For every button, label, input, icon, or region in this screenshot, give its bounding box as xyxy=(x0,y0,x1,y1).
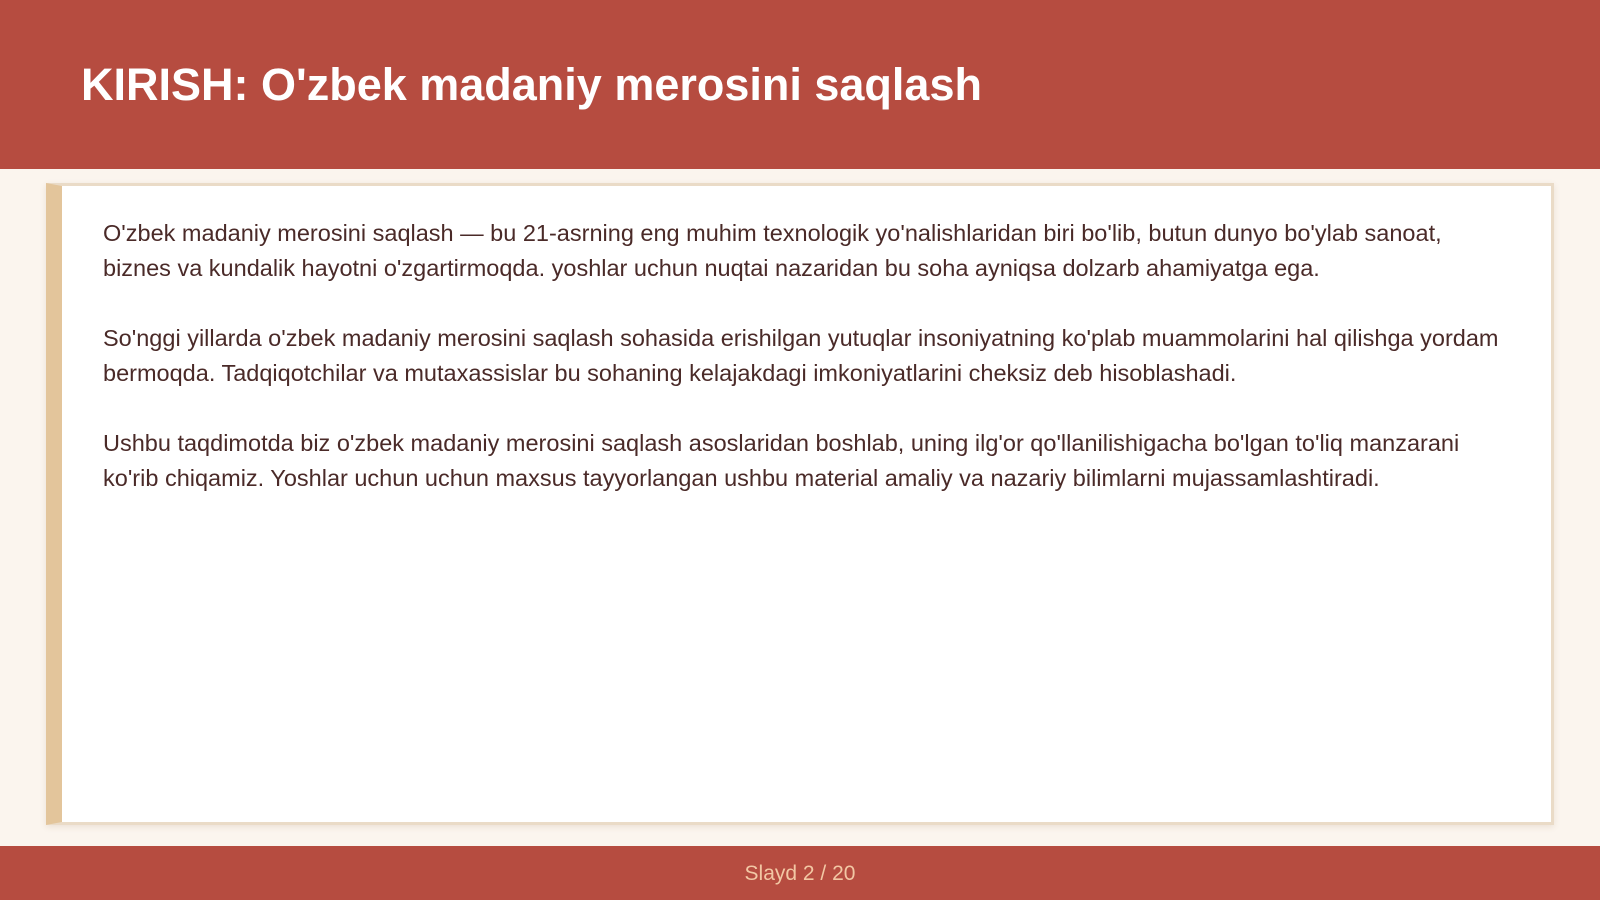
slide-title: KIRISH: O'zbek madaniy merosini saqlash xyxy=(81,59,982,110)
content-panel xyxy=(46,183,1554,825)
slide-header xyxy=(0,0,1600,169)
paragraph-2: So'nggi yillarda o'zbek madaniy merosini saqlash sohasida erishilgan yutuqlar insoniyatning ko'plab muammolarini hal qilishga yordam bermoqda. Tadqiqotchilar va mutaxassislar bu sohaning kelajakdagi imkoniyatlarini cheksiz deb hisoblashadi. xyxy=(103,325,1499,386)
slide-footer xyxy=(0,846,1600,900)
paragraph-3: Ushbu taqdimotda biz o'zbek madaniy merosini saqlash asoslaridan boshlab, uning ilg'or qo'llanilishigacha bo'lgan to'liq manzarani ko'rib chiqamiz. Yoshlar uchun uchun maxsus tayyorlangan ushbu material amaliy va nazariy bilimlarni mujassamlashtiradi. xyxy=(103,430,1460,491)
slide-number: Slayd 2 / 20 xyxy=(744,862,856,885)
paragraph-1: O'zbek madaniy merosini saqlash — bu 21-asrning eng muhim texnologik yo'nalishlaridan biri bo'lib, butun dunyo bo'ylab sanoat, biznes va kundalik hayotni o'zgartirmoqda. yoshlar uchun nuqtai nazaridan bu soha ayniqsa dolzarb ahamiyatga ega. xyxy=(103,220,1442,281)
content-body xyxy=(103,216,1513,531)
